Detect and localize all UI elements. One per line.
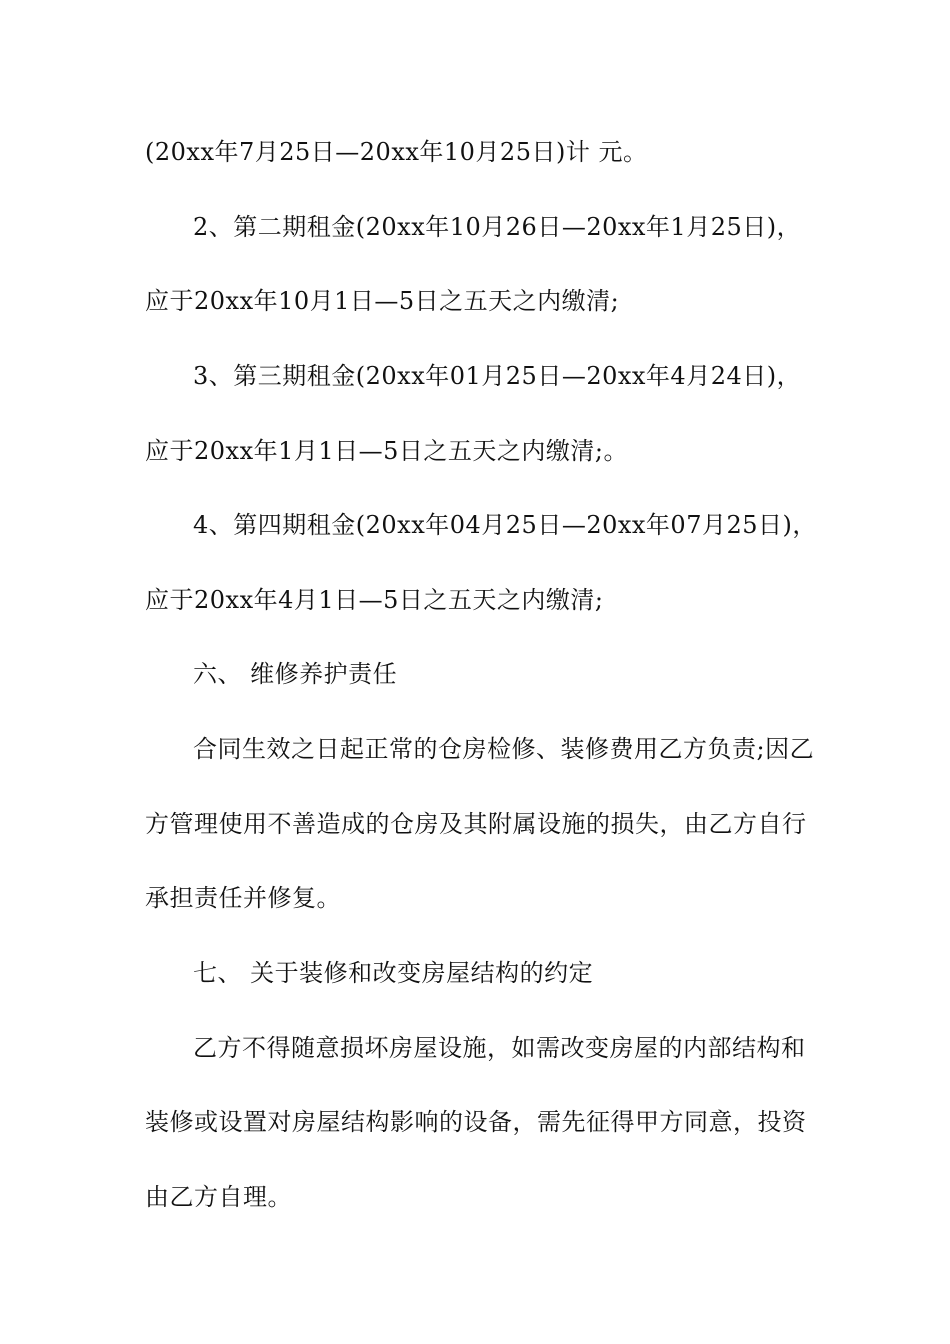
text-line-5-period-3-due: 应于20xx年1月1日—5日之五天之内缴清;。 <box>145 437 629 465</box>
text-line-14-renovation-2: 装修或设置对房屋结构影响的设备，需先征得甲方同意，投资 <box>145 1108 807 1136</box>
text-line-10-maintenance-2: 方管理使用不善造成的仓房及其附属设施的损失，由乙方自行 <box>145 810 807 838</box>
text-line-1-period-1-dates: (20xx年7月25日—20xx年10月25日)计 元。 <box>145 138 648 166</box>
section-heading-seven: 七、 关于装修和改变房屋结构的约定 <box>193 959 594 987</box>
text-line-15-renovation-3: 由乙方自理。 <box>145 1183 292 1211</box>
text-line-2-period-2-rent: 2、第二期租金(20xx年10月26日—20xx年1月25日)， <box>193 213 802 241</box>
text-line-13-renovation-1: 乙方不得随意损坏房屋设施，如需改变房屋的内部结构和 <box>193 1034 806 1062</box>
text-line-9-maintenance-1: 合同生效之日起正常的仓房检修、装修费用乙方负责;因乙 <box>193 735 815 763</box>
text-line-7-period-4-due: 应于20xx年4月1日—5日之五天之内缴清; <box>145 586 604 614</box>
text-line-4-period-3-rent: 3、第三期租金(20xx年01月25日—20xx年4月24日)， <box>193 362 802 390</box>
section-heading-six: 六、 维修养护责任 <box>193 660 398 688</box>
text-line-6-period-4-rent: 4、第四期租金(20xx年04月25日—20xx年07月25日)， <box>193 511 817 539</box>
text-line-3-period-2-due: 应于20xx年10月1日—5日之五天之内缴清; <box>145 287 620 315</box>
text-line-11-maintenance-3: 承担责任并修复。 <box>145 884 341 912</box>
